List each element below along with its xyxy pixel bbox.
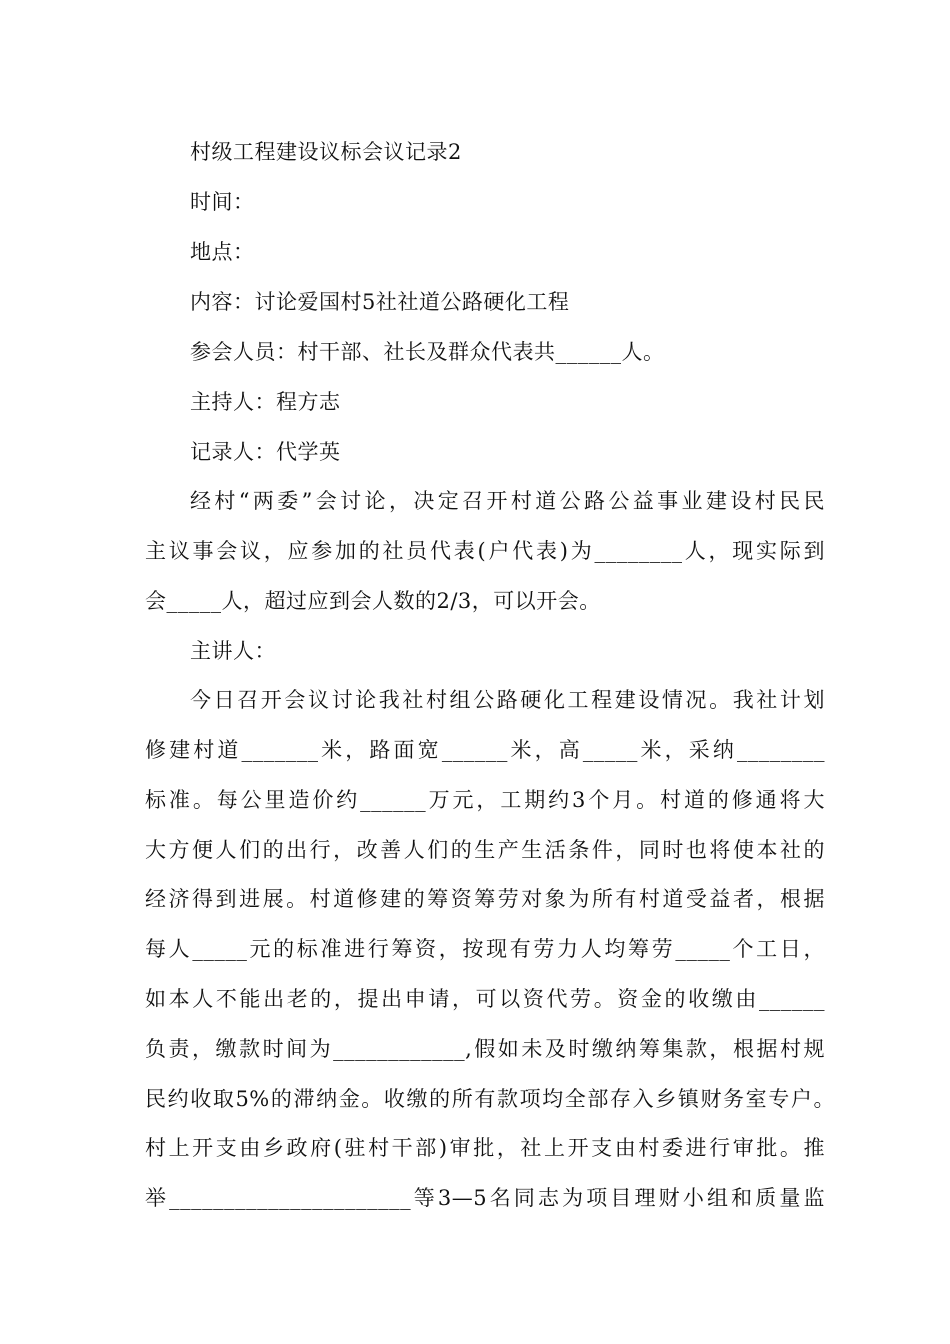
- paragraph1-line: 经村“两委”会讨论，决定召开村道公路公益事业建设村民民: [190, 489, 825, 513]
- content-line: 内容：讨论爱国村5社社道公路硬化工程: [190, 290, 570, 314]
- recorder-line: 记录人：代学英: [190, 440, 341, 464]
- paragraph2-line: 每人_____元的标准进行筹资，按现有劳力人均筹劳_____个工日，: [145, 937, 825, 961]
- time-line: 时间：: [190, 190, 255, 214]
- paragraph2-line: 大方便人们的出行，改善人们的生产生活条件，同时也将使本社的: [145, 838, 825, 862]
- paragraph1-line: 主议事会议，应参加的社员代表(户代表)为________人，现实际到: [145, 539, 825, 563]
- paragraph2-line: 负责，缴款时间为____________,假如未及时缴纳筹集款，根据村规: [145, 1037, 825, 1061]
- host-line: 主持人：程方志: [190, 390, 341, 414]
- document-title: 村级工程建设议标会议记录2: [190, 140, 462, 164]
- attendees-line: 参会人员：村干部、社长及群众代表共______人。: [190, 340, 665, 364]
- paragraph2-line: 修建村道_______米，路面宽______米，高_____米，采纳________: [145, 738, 825, 762]
- speaker-label: 主讲人：: [190, 639, 276, 663]
- paragraph2-line: 举______________________等3—5名同志为项目理财小组和质量监: [145, 1186, 825, 1210]
- paragraph2-line: 标准。每公里造价约______万元，工期约3个月。村道的修通将大: [145, 788, 825, 812]
- paragraph2-line: 民约收取5%的滞纳金。收缴的所有款项均全部存入乡镇财务室专户。: [145, 1087, 835, 1111]
- paragraph2-line: 如本人不能出老的，提出申请，可以资代劳。资金的收缴由______: [145, 987, 825, 1011]
- paragraph2-line: 经济得到进展。村道修建的筹资筹劳对象为所有村道受益者，根据: [145, 887, 825, 911]
- paragraph1-line: 会_____人，超过应到会人数的2/3，可以开会。: [145, 589, 601, 613]
- paragraph2-line: 今日召开会议讨论我社村组公路硬化工程建设情况。我社计划: [190, 688, 825, 712]
- location-line: 地点：: [190, 240, 255, 264]
- paragraph2-line: 村上开支由乡政府(驻村干部)审批，社上开支由村委进行审批。推: [145, 1136, 825, 1160]
